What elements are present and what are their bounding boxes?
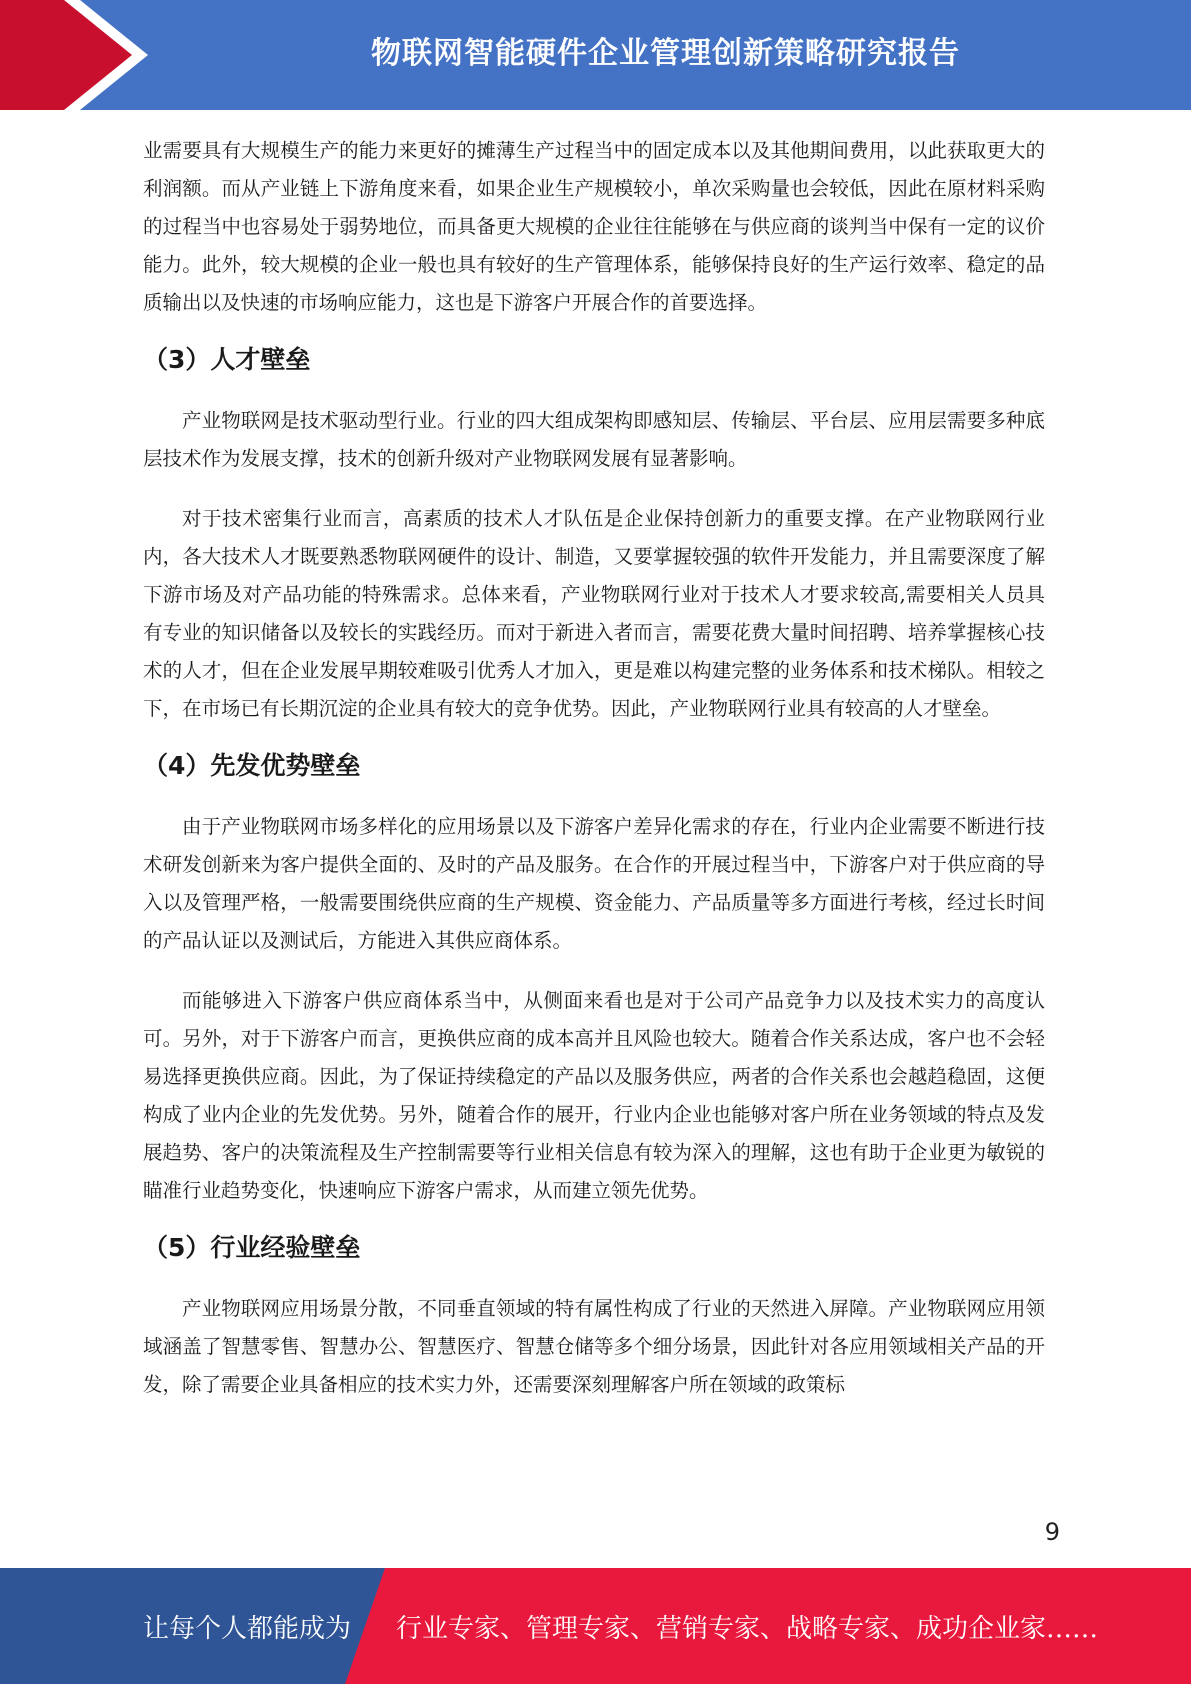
paragraph-first-mover-1: 由于产业物联网市场多样化的应用场景以及下游客户差异化需求的存在，行业内企业需要不断进行技术研发创新来为客户提供全面的、及时的产品及服务。在合作的开展过程当中，下游客户对于供应商的导入以及管理严格，一般需要围绕供应商的生产规模、资金能力、产品质量等多方面进行考核，经过长时间的产品认证以及测试后，方能进入其供应商体系。	[143, 815, 1045, 952]
footer-slogan-right: 行业专家、管理专家、营销专家、战略专家、成功企业家……	[396, 1613, 1099, 1644]
footer-banner	[0, 1568, 1191, 1684]
paragraph-scale-barrier: 业需要具有大规模生产的能力来更好的摊薄生产过程当中的固定成本以及其他期间费用，以此获取更大的利润额。而从产业链上下游角度来看，如果企业生产规模较小，单次采购量也会较低，因此在原材料采购的过程当中也容易处于弱势地位，而具备更大规模的企业往往能够在与供应商的谈判当中保有一定的议价能力。此外，较大规模的企业一般也具有较好的生产管理体系，能够保持良好的生产运行效率、稳定的品质输出以及快速的市场响应能力，这也是下游客户开展合作的首要选择。	[143, 139, 1045, 314]
page-content	[143, 132, 1045, 1404]
footer-slogan-left: 让每个人都能成为	[143, 1613, 352, 1644]
paragraph-talent-2: 对于技术密集行业而言，高素质的技术人才队伍是企业保持创新力的重要支撑。在产业物联网行业内，各大技术人才既要熟悉物联网硬件的设计、制造，又要掌握较强的软件开发能力，并且需要深度了解下游市场及对产品功能的特殊需求。总体来看，产业物联网行业对于技术人才要求较高,需要相关人员具有专业的知识储备以及较长的实践经历。而对于新进入者而言，需要花费大量时间招聘、培养掌握核心技术的人才，但在企业发展早期较难吸引优秀人才加入，更是难以构建完整的业务体系和技术梯队。相较之下，在市场已有长期沉淀的企业具有较大的竞争优势。因此，产业物联网行业具有较高的人才壁垒。	[143, 507, 1045, 720]
heading-first-mover-barrier: （4）先发优势壁垒	[143, 751, 361, 780]
heading-talent-barrier: （3）人才壁垒	[143, 345, 311, 374]
paragraph-first-mover-2: 而能够进入下游客户供应商体系当中，从侧面来看也是对于公司产品竞争力以及技术实力的高度认可。另外，对于下游客户而言，更换供应商的成本高并且风险也较大。随着合作关系达成，客户也不会轻易选择更换供应商。因此，为了保证持续稳定的产品以及服务供应，两者的合作关系也会越趋稳固，这便构成了业内企业的先发优势。另外，随着合作的展开，行业内企业也能够对客户所在业务领域的特点及发展趋势、客户的决策流程及生产控制需要等行业相关信息有较为深入的理解，这也有助于企业更为敏锐的瞄准行业趋势变化，快速响应下游客户需求，从而建立领先优势。	[143, 989, 1045, 1202]
paragraph-talent-1: 产业物联网是技术驱动型行业。行业的四大组成架构即感知层、传输层、平台层、应用层需要多种底层技术作为发展支撑，技术的创新升级对产业物联网发展有显著影响。	[143, 409, 1045, 470]
header-banner	[0, 0, 1191, 110]
paragraph-experience-1: 产业物联网应用场景分散，不同垂直领域的特有属性构成了行业的天然进入屏障。产业物联网应用领域涵盖了智慧零售、智慧办公、智慧医疗、智慧仓储等多个细分场景，因此针对各应用领域相关产品的开发，除了需要企业具备相应的技术实力外，还需要深刻理解客户所在领域的政策标	[143, 1297, 1045, 1396]
page-number: 9	[1044, 1518, 1060, 1546]
report-title: 物联网智能硬件企业管理创新策略研究报告	[371, 36, 960, 71]
heading-experience-barrier: （5）行业经验壁垒	[143, 1233, 361, 1262]
